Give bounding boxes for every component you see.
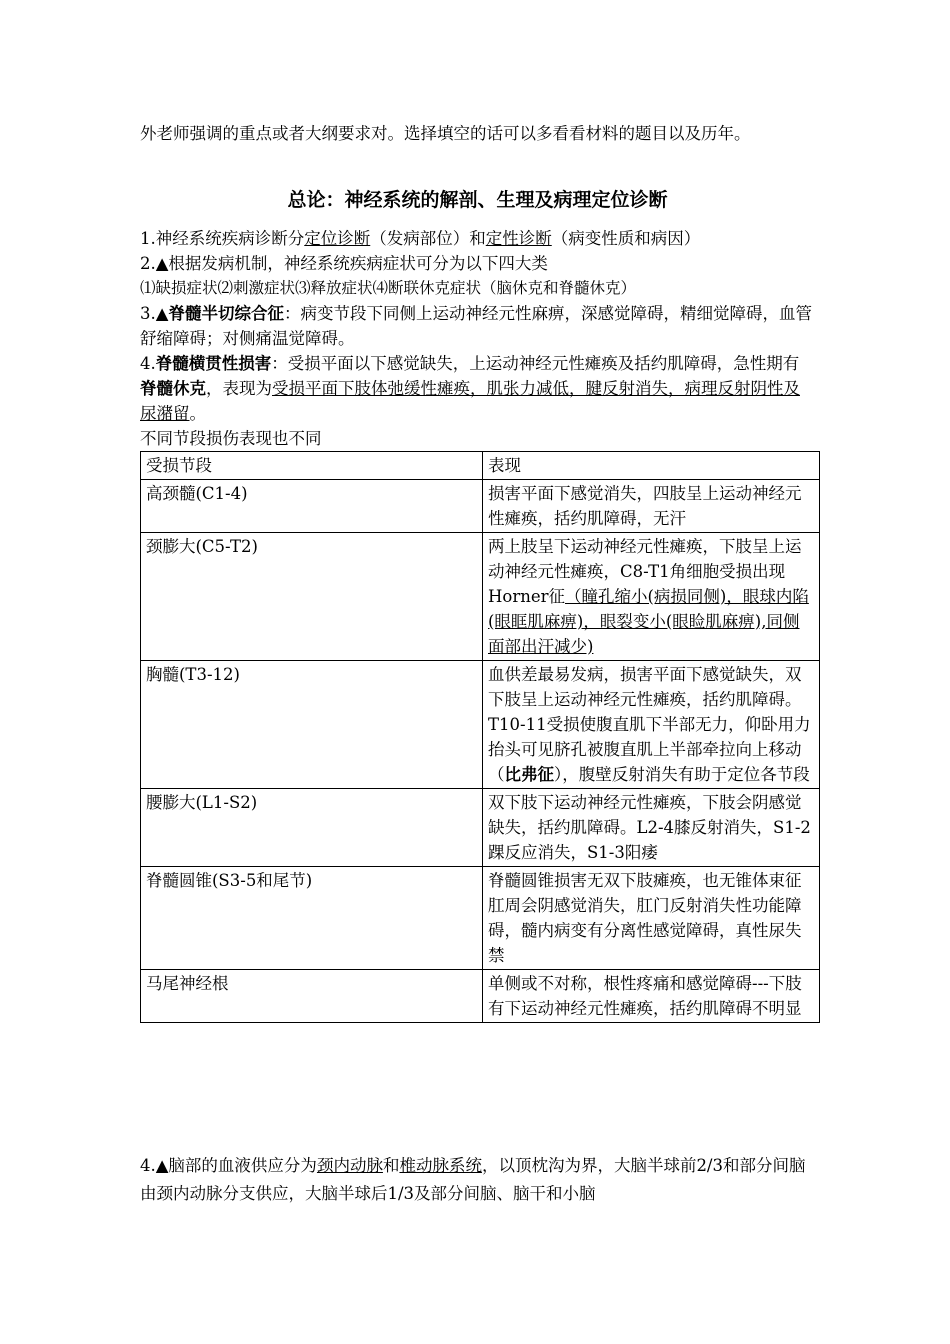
- table-caption: 不同节段损伤表现也不同: [140, 429, 322, 448]
- text: 脊髓圆锥损害无双下肢瘫痪，也无锥体束征: [488, 871, 802, 890]
- table-row: [141, 661, 820, 789]
- segment-cell: 脊髓圆锥(S3-5和尾节): [141, 867, 483, 970]
- bold-term: ▲脊髓半切综合征: [155, 304, 284, 323]
- table-row: [141, 480, 820, 533]
- text: ，表现为: [206, 379, 272, 398]
- description-cell: 双下肢下运动神经元性瘫痪，下肢会阴感觉缺失，括约肌障碍。L2-4膝反射消失，S1-2踝反应消失，S1-3阳痿: [483, 789, 820, 867]
- underlined-term: 椎动脉系统: [399, 1156, 482, 1175]
- text: （病变性质和病因）: [551, 229, 701, 248]
- header-cell: 表现: [483, 452, 820, 480]
- segment-cell: 高颈髓(C1-4): [141, 480, 483, 533]
- paragraph-2: 2.▲根据发病机制，神经系统疾病症状可分为以下四大类: [140, 254, 548, 273]
- underlined-term: 定位诊断: [304, 229, 371, 248]
- text: 血供差最易发病，损害平面下感觉缺失，双下肢呈上运动神经元性瘫痪，括约肌障碍。T10-11受损使腹直肌下半部无力，仰卧用力抬头可见脐孔被腹直肌上半部牵拉向上移动（: [488, 665, 811, 784]
- description-cell: 损害平面下感觉消失，四肢呈上运动神经元性瘫痪，括约肌障碍，无汗: [483, 480, 820, 533]
- text: ），腹壁反射消失有助于定位各节段: [554, 765, 810, 784]
- table-row: [141, 970, 820, 1023]
- paragraph-3: [140, 301, 815, 351]
- text: 4.: [140, 354, 156, 373]
- text: ：受损平面以下感觉缺失，上运动神经元性瘫痪及括约肌障碍，急性期有: [271, 354, 800, 373]
- text: 4.▲脑部的血液供应分为: [140, 1156, 317, 1175]
- description-cell: [483, 661, 820, 789]
- text: 肛周会阴感觉消失，肛门反射消失性功能障碍，髓内病变有分离性感觉障碍，真性尿失禁: [488, 896, 802, 965]
- text: 。: [189, 404, 206, 423]
- section-title: 总论：神经系统的解剖、生理及病理定位诊断: [287, 189, 668, 211]
- table-header-row: [141, 452, 820, 480]
- underlined-term: 颈内动脉: [316, 1156, 383, 1175]
- underlined-phrase: 受损平面下肢体弛缓性瘫痪，肌张力减低，腱反射消失，病理反射阴性及尿潴留: [140, 379, 800, 423]
- text: 1.神经系统疾病诊断分: [140, 229, 305, 248]
- text: 和: [382, 1156, 400, 1175]
- spinal-segment-table: [140, 451, 820, 1023]
- header-cell: 受损节段: [141, 452, 483, 480]
- text: 两上肢呈下运动神经元性瘫痪，下肢呈上运动神经元性瘫痪，C8-T1角细胞受损出现Horner征: [488, 537, 802, 606]
- segment-cell: 颈膨大(C5-T2): [141, 533, 483, 661]
- table-row: [141, 533, 820, 661]
- segment-cell: 腰膨大(L1-S2): [141, 789, 483, 867]
- underlined-term: 定性诊断: [485, 229, 552, 248]
- description-cell: 单侧或不对称，根性疼痛和感觉障碍---下肢有下运动神经元性瘫痪，括约肌障碍不明显: [483, 970, 820, 1023]
- bold-term: 脊髓休克: [140, 379, 206, 398]
- paragraph-4: [140, 351, 815, 426]
- body-text: [140, 226, 815, 1023]
- bold-term: 脊髓横贯性损害: [155, 354, 272, 373]
- text: ：病变节段下同侧上运动神经元性麻痹，深感觉障碍，精细觉障碍，血管舒缩障碍；对侧痛温觉障碍。: [140, 304, 812, 348]
- text: ，以顶枕沟为界，大脑半球前2/3和部分间脑由颈内动脉分支供应，大脑半球后1/3及部分间脑、脑干和小脑: [140, 1156, 806, 1203]
- underlined-phrase: （瞳孔缩小(病损同侧)，眼球内陷(眼眶肌麻痹)，眼裂变小(眼睑肌麻痹),同侧面部出汗减少): [488, 587, 809, 656]
- table-row: [141, 789, 820, 867]
- intro-paragraph: 外老师强调的重点或者大纲要求对。选择填空的话可以多看看材料的题目以及历年。: [140, 124, 751, 143]
- text: （发病部位）和: [370, 229, 486, 248]
- segment-cell: 胸髓(T3-12): [141, 661, 483, 789]
- description-cell: [483, 867, 820, 970]
- description-cell: [483, 533, 820, 661]
- paragraph-5: [140, 1152, 815, 1208]
- bold-term: 比弗征: [504, 765, 554, 784]
- paragraph-2-list: ⑴缺损症状⑵刺激症状⑶释放症状⑷断联休克症状（脑休克和脊髓休克）: [140, 279, 637, 297]
- text: 3.: [140, 304, 156, 323]
- paragraph-1: [140, 226, 815, 251]
- segment-cell: 马尾神经根: [141, 970, 483, 1023]
- table-row: [141, 867, 820, 970]
